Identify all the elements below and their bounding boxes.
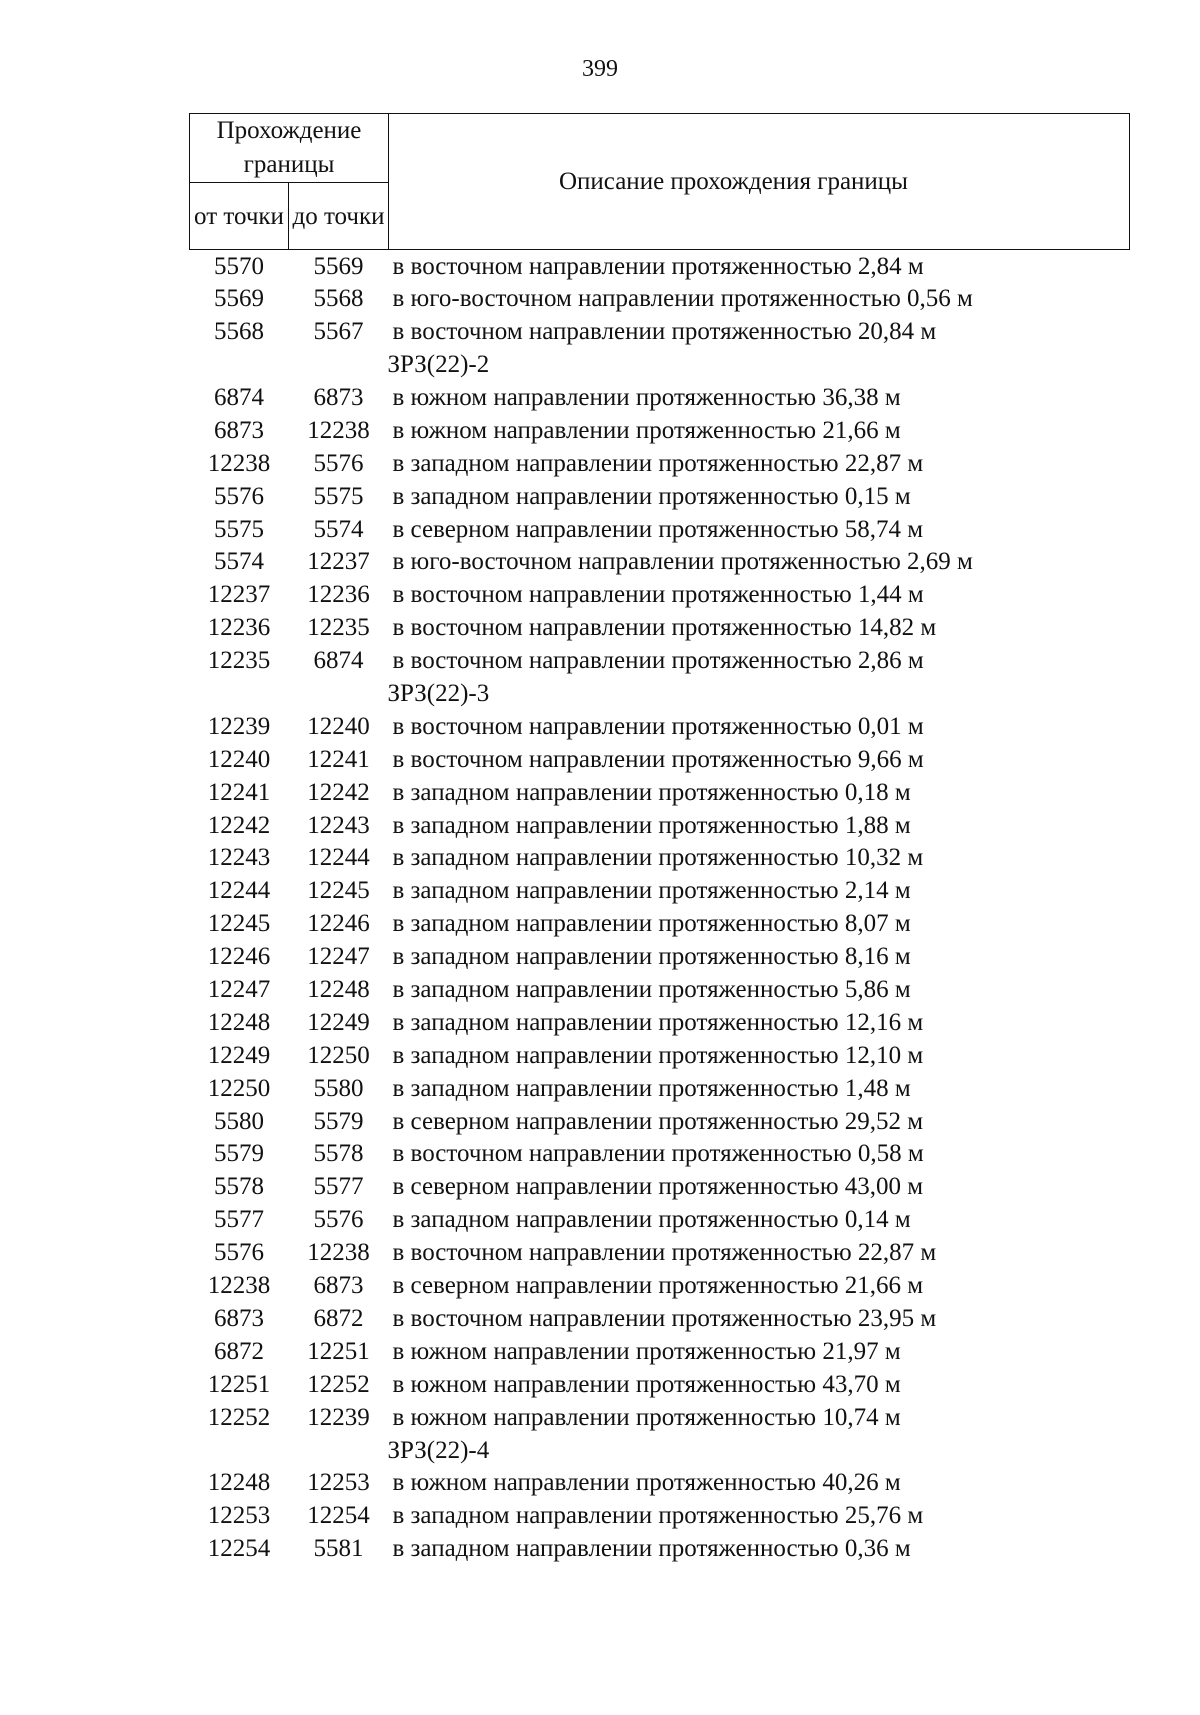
cell-description: в западном направлении протяженностью 2,14 м [392,877,911,905]
table-row [190,447,1130,480]
cell-to-point: 12248 [307,976,370,1004]
cell-from-point: 12242 [207,811,271,839]
section-heading-row [190,677,1130,710]
cell-from-point: 12248 [207,1008,271,1036]
cell-to-point: 5580 [313,1074,364,1102]
cell-from-point: 12250 [207,1074,271,1102]
cell-from-point: 12247 [207,976,271,1004]
cell-from-point: 6872 [214,1337,264,1365]
cell-from-point: 12236 [207,614,271,642]
cell-from-point: 12249 [207,1041,271,1069]
cell-from-point: 12241 [207,778,271,806]
section-heading-row [190,1434,1130,1467]
cell-to-point: 12244 [307,844,370,872]
page-number: 399 [582,56,618,82]
cell-from-point: 5577 [214,1206,264,1234]
table-row [190,973,1130,1006]
cell-to-point: 12235 [307,614,370,642]
cell-from-point: 12235 [207,647,271,675]
cell-to-point: 12247 [307,943,370,971]
cell-description: в западном направлении протяженностью 25,76 м [392,1502,924,1530]
cell-to-point: 5567 [313,318,364,346]
cell-description: в южном направлении протяженностью 10,74 м [392,1403,901,1431]
cell-description: в южном направлении протяженностью 36,38 м [392,384,901,411]
header-from-point: от точки [190,183,289,250]
cell-description: в западном направлении протяженностью 1,88 м [392,811,911,839]
cell-from-point: 12238 [207,1272,271,1300]
section-title: ЗРЗ(22)-3 [387,680,490,708]
cell-description: в западном направлении протяженностью 10,32 м [392,844,924,872]
cell-from-point: 5568 [214,318,264,346]
cell-from-point: 12239 [207,712,271,740]
cell-from-point: 12252 [207,1403,271,1431]
table-row [190,1006,1130,1039]
cell-to-point: 5579 [313,1107,364,1135]
cell-from-point: 12238 [207,449,271,477]
cell-to-point: 12251 [307,1337,370,1365]
cell-from-point: 12246 [207,943,271,971]
table-row [190,611,1130,644]
table-row [190,1105,1130,1138]
cell-from-point: 5575 [214,515,264,543]
cell-description: в южном направлении протяженностью 43,70 м [392,1370,901,1398]
cell-description: в южном направлении протяженностью 21,97 м [392,1337,901,1365]
cell-from-point: 5574 [214,548,264,576]
cell-to-point: 5568 [313,285,364,313]
table-row [190,1138,1130,1171]
cell-from-point: 12244 [207,877,271,905]
cell-description: в северном направлении протяженностью 29,52 м [392,1107,924,1135]
cell-from-point: 5570 [214,252,264,280]
cell-from-point: 5580 [214,1107,264,1135]
cell-to-point: 12236 [307,581,370,609]
cell-to-point: 12250 [307,1041,370,1069]
cell-to-point: 12241 [307,745,370,773]
cell-from-point: 5579 [214,1140,264,1168]
cell-description: в западном направлении протяженностью 12,10 м [392,1041,924,1069]
cell-description: в западном направлении протяженностью 0,15 м [392,482,911,510]
cell-from-point: 12245 [207,910,271,938]
cell-to-point: 12254 [307,1502,370,1530]
boundary-table [189,113,1130,1565]
section-heading-row [190,348,1130,381]
cell-description: в восточном направлении протяженностью 23,95 м [392,1304,937,1332]
cell-to-point: 5581 [313,1535,364,1563]
table-row [190,710,1130,743]
cell-to-point: 12249 [307,1008,370,1036]
table-header [190,114,1130,250]
cell-description: в восточном направлении протяженностью 2,84 м [392,252,924,280]
header-description-text: Описание прохождения границы [559,168,908,195]
cell-to-point: 5569 [313,252,364,280]
cell-to-point: 5578 [313,1140,364,1168]
cell-from-point: 6873 [214,1304,264,1332]
cell-description: в южном направлении протяженностью 40,26 м [392,1469,901,1497]
cell-description: в восточном направлении протяженностью 9,66 м [392,745,924,773]
cell-description: в западном направлении протяженностью 0,18 м [392,778,911,806]
table-row [190,776,1130,809]
table-row [190,842,1130,875]
cell-description: в южном направлении протяженностью 21,66 м [392,416,901,444]
table-row [190,381,1130,414]
cell-from-point: 12237 [207,581,271,609]
header-description [389,114,1130,250]
cell-to-point: 6872 [313,1304,364,1332]
cell-description: в юго-восточном направлении протяженностью 2,69 м [392,548,973,576]
cell-from-point: 12240 [207,745,271,773]
table-row [190,1302,1130,1335]
cell-to-point: 12238 [307,1239,370,1267]
table-row [190,1269,1130,1302]
cell-to-point: 12252 [307,1370,370,1398]
cell-from-point: 6874 [214,384,264,411]
cell-to-point: 6873 [313,1272,364,1300]
cell-to-point: 5576 [313,449,364,477]
cell-from-point: 12251 [207,1370,271,1398]
table-row [190,1499,1130,1532]
cell-to-point: 6873 [313,384,364,411]
cell-to-point: 12246 [307,910,370,938]
cell-description: в северном направлении протяженностью 58,74 м [392,515,924,543]
cell-description: в северном направлении протяженностью 43,00 м [392,1173,924,1201]
cell-description: в западном направлении протяженностью 8,16 м [392,943,911,971]
cell-description: в западном направлении протяженностью 5,86 м [392,976,911,1004]
table-row [190,1466,1130,1499]
cell-description: в восточном направлении протяженностью 2,86 м [392,647,924,675]
table-row [190,282,1130,315]
table-row [190,1335,1130,1368]
cell-to-point: 6874 [313,647,364,675]
cell-description: в западном направлении протяженностью 0,36 м [392,1535,911,1563]
cell-from-point: 6873 [214,416,264,444]
table-row [190,809,1130,842]
table-row [190,644,1130,677]
cell-description: в восточном направлении протяженностью 22,87 м [392,1239,937,1267]
cell-description: в восточном направлении протяженностью 14,82 м [392,614,937,642]
table-row [190,1532,1130,1565]
table-row [190,1072,1130,1105]
cell-from-point: 5576 [214,1239,264,1267]
header-to-point: до точки [289,183,389,250]
table-row [190,480,1130,513]
cell-to-point: 12239 [307,1403,370,1431]
cell-from-point: 12254 [207,1535,271,1563]
cell-description: в юго-восточном направлении протяженностью 0,56 м [392,285,973,313]
cell-to-point: 5574 [313,515,364,543]
cell-description: в западном направлении протяженностью 1,48 м [392,1074,911,1102]
table-row [190,250,1130,283]
cell-description: в восточном направлении протяженностью 20,84 м [392,318,937,346]
table-row [190,546,1130,579]
cell-to-point: 12237 [307,548,370,576]
table-row [190,414,1130,447]
cell-description: в восточном направлении протяженностью 1,44 м [392,581,924,609]
table-row [190,315,1130,348]
cell-to-point: 5576 [313,1206,364,1234]
table-row [190,940,1130,973]
cell-description: в восточном направлении протяженностью 0,58 м [392,1140,924,1168]
table-row [190,907,1130,940]
cell-description: в западном направлении протяженностью 12,16 м [392,1008,924,1036]
table-row [190,1170,1130,1203]
cell-from-point: 12253 [207,1502,271,1530]
section-title: ЗРЗ(22)-4 [387,1436,490,1464]
cell-description: в восточном направлении протяженностью 0,01 м [392,712,924,740]
cell-to-point: 12243 [307,811,370,839]
cell-from-point: 12248 [207,1469,271,1497]
table-row [190,578,1130,611]
cell-description: в северном направлении протяженностью 21,66 м [392,1272,924,1300]
cell-description: в западном направлении протяженностью 22,87 м [392,449,924,477]
cell-from-point: 5578 [214,1173,264,1201]
table-row [190,1368,1130,1401]
cell-to-point: 5577 [313,1173,364,1201]
cell-from-point: 5569 [214,285,264,313]
header-boundary-passage: Прохождение границы [190,114,389,183]
cell-to-point: 5575 [313,482,364,510]
cell-description: в западном направлении протяженностью 0,14 м [392,1206,911,1234]
cell-to-point: 12242 [307,778,370,806]
table-body [190,250,1130,1566]
table-row [190,1039,1130,1072]
section-title: ЗРЗ(22)-2 [387,351,490,379]
cell-description: в западном направлении протяженностью 8,07 м [392,910,911,938]
table-row [190,1401,1130,1434]
cell-from-point: 12243 [207,844,271,872]
table-row [190,874,1130,907]
table-row [190,1203,1130,1236]
cell-to-point: 12238 [307,416,370,444]
cell-to-point: 12240 [307,712,370,740]
table-row [190,1236,1130,1269]
cell-to-point: 12253 [307,1469,370,1497]
cell-to-point: 12245 [307,877,370,905]
cell-from-point: 5576 [214,482,264,510]
table-row [190,513,1130,546]
table-row [190,743,1130,776]
